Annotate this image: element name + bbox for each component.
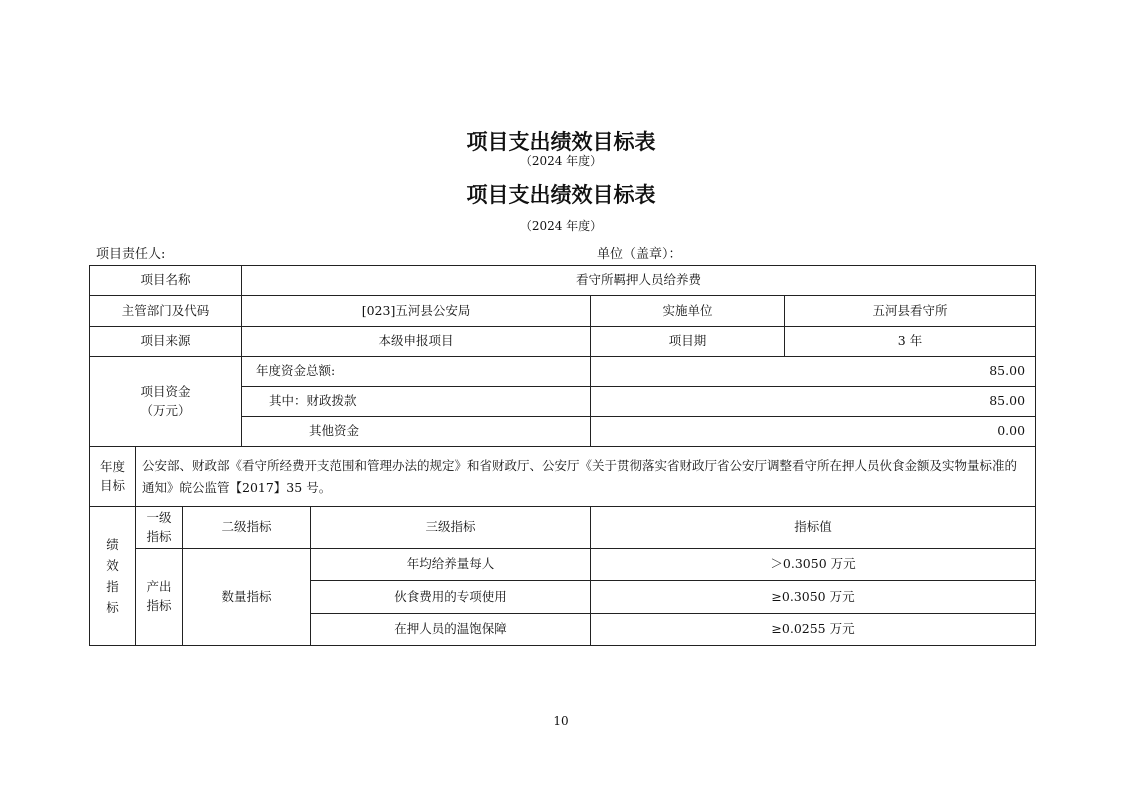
annual-goal-label-line1: 年度 <box>99 458 125 474</box>
funds-label-line1: 项目资金 <box>140 383 191 399</box>
page-number: 10 <box>553 714 569 728</box>
level1-header-line2: 指标 <box>146 528 172 544</box>
year-subtitle-top: （2024 年度） <box>519 154 603 168</box>
indicator-name: 在押人员的温饱保障 <box>311 614 591 646</box>
source-label: 项目来源 <box>90 327 242 357</box>
indicator-value: ≥0.3050 万元 <box>591 581 1036 614</box>
funds-fiscal-value: 85.00 <box>591 387 1036 417</box>
project-owner-label: 项目责任人: <box>96 247 166 262</box>
level1-output-line2: 指标 <box>146 598 172 613</box>
level1-header <box>136 507 183 549</box>
funds-total-value: 85.00 <box>591 357 1036 387</box>
project-name-label: 项目名称 <box>90 266 242 296</box>
funds-label <box>90 357 242 447</box>
indicator-name: 伙食费用的专项使用 <box>311 581 591 614</box>
perf-label-char: 标 <box>106 600 119 616</box>
funds-label-line2: （万元） <box>140 402 191 418</box>
page-title-top: 项目支出绩效目标表 <box>466 130 656 154</box>
indicator-value: ＞0.3050 万元 <box>591 549 1036 581</box>
period-label: 项目期 <box>591 327 785 357</box>
performance-target-table <box>89 265 1036 646</box>
impl-unit-label: 实施单位 <box>591 296 785 327</box>
level2-header: 二级指标 <box>183 507 311 549</box>
annual-goal-text: 公安部、财政部《看守所经费开支范围和管理办法的规定》和省财政厅、公安厅《关于贯彻落实省财政厅省公安厅调整看守所在押人员伙食金额及实物量标准的通知》皖公监管【2017】35 号。 <box>136 447 1036 507</box>
annual-goal-label <box>90 447 136 507</box>
funds-other-label: 其他资金 <box>242 417 591 447</box>
level1-output-line1: 产出 <box>146 579 172 595</box>
project-name-value: 看守所羁押人员给养费 <box>242 266 1036 296</box>
indicator-name: 年均给养量每人 <box>311 549 591 581</box>
perf-label-char: 效 <box>106 557 119 573</box>
perf-label-char: 绩 <box>106 536 119 552</box>
level1-output <box>136 549 183 646</box>
level2-quantity: 数量指标 <box>183 549 311 646</box>
period-value: 3 年 <box>785 327 1036 357</box>
impl-unit-value: 五河县看守所 <box>785 296 1036 327</box>
source-value: 本级申报项目 <box>242 327 591 357</box>
indicator-value: ≥0.0255 万元 <box>591 614 1036 646</box>
level3-header: 三级指标 <box>311 507 591 549</box>
performance-indicators-label <box>90 507 136 646</box>
annual-goal-label-line2: 目标 <box>99 477 125 493</box>
funds-fiscal-label: 其中：财政拨款 <box>242 387 591 417</box>
dept-label: 主管部门及代码 <box>90 296 242 327</box>
value-header: 指标值 <box>591 507 1036 549</box>
funds-other-value: 0.00 <box>591 417 1036 447</box>
perf-label-char: 指 <box>106 579 119 594</box>
level1-header-line1: 一级 <box>146 509 172 525</box>
page-title-main: 项目支出绩效目标表 <box>466 183 656 207</box>
unit-seal-label: 单位（盖章）： <box>597 247 682 262</box>
year-subtitle-main: （2024 年度） <box>519 219 603 233</box>
funds-total-label: 年度资金总额: <box>242 357 591 387</box>
dept-value: [023]五河县公安局 <box>242 296 591 327</box>
